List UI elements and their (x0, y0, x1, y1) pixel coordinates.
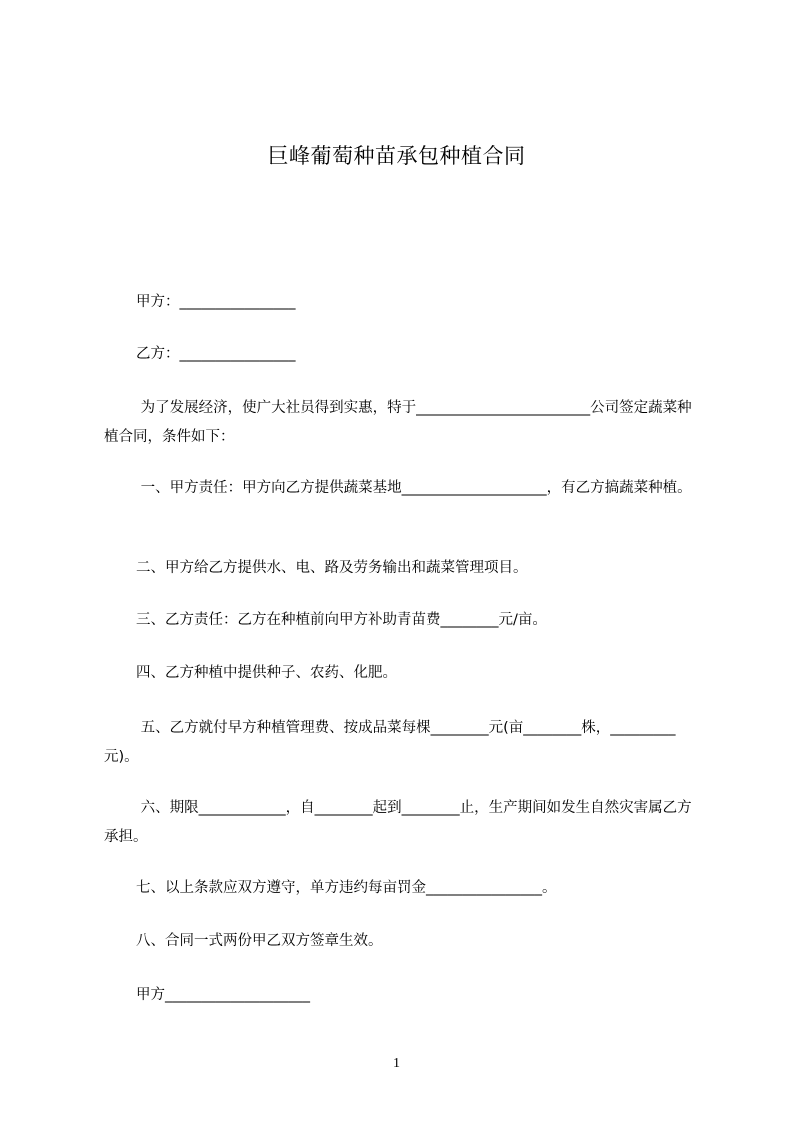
clause-8-paragraph: 八、合同一式两份甲乙双方签章生效。 (136, 933, 383, 949)
clause-4-paragraph: 四、乙方种植中提供种子、农药、化肥。 (136, 665, 397, 681)
party-a-signature-line: 甲方____________________ (136, 987, 310, 1003)
clause-1-paragraph: 一、甲方责任：甲方向乙方提供蔬菜基地____________________，有乙方搞蔬菜种植。 (136, 480, 692, 496)
clause-7-paragraph: 七、以上条款应双方遵守，单方违约每亩罚金________________。 (136, 880, 557, 896)
page-number: 1 (393, 1056, 400, 1071)
document-title: 巨峰葡萄种苗承包种植合同 (267, 144, 526, 168)
party-b-line: 乙方：________________ (136, 346, 296, 362)
intro-paragraph: 为了发展经济，使广大社员得到实惠，特于________________________公司签定蔬菜种植合同，条件如下： (104, 400, 692, 445)
clause-6-paragraph: 六、期限____________，自________起到________止，生产期间如发生自然灾害属乙方承担。 (104, 800, 692, 845)
clause-5-paragraph: 五、乙方就付早方种植管理费、按成品菜每棵________元(亩________株，_________元)。 (104, 720, 676, 765)
clause-2-paragraph: 二、甲方给乙方提供水、电、路及劳务输出和蔬菜管理项目。 (136, 560, 528, 576)
party-a-line: 甲方：________________ (136, 294, 296, 310)
clause-3-paragraph: 三、乙方责任：乙方在种植前向甲方补助青苗费________元/亩。 (136, 612, 547, 628)
